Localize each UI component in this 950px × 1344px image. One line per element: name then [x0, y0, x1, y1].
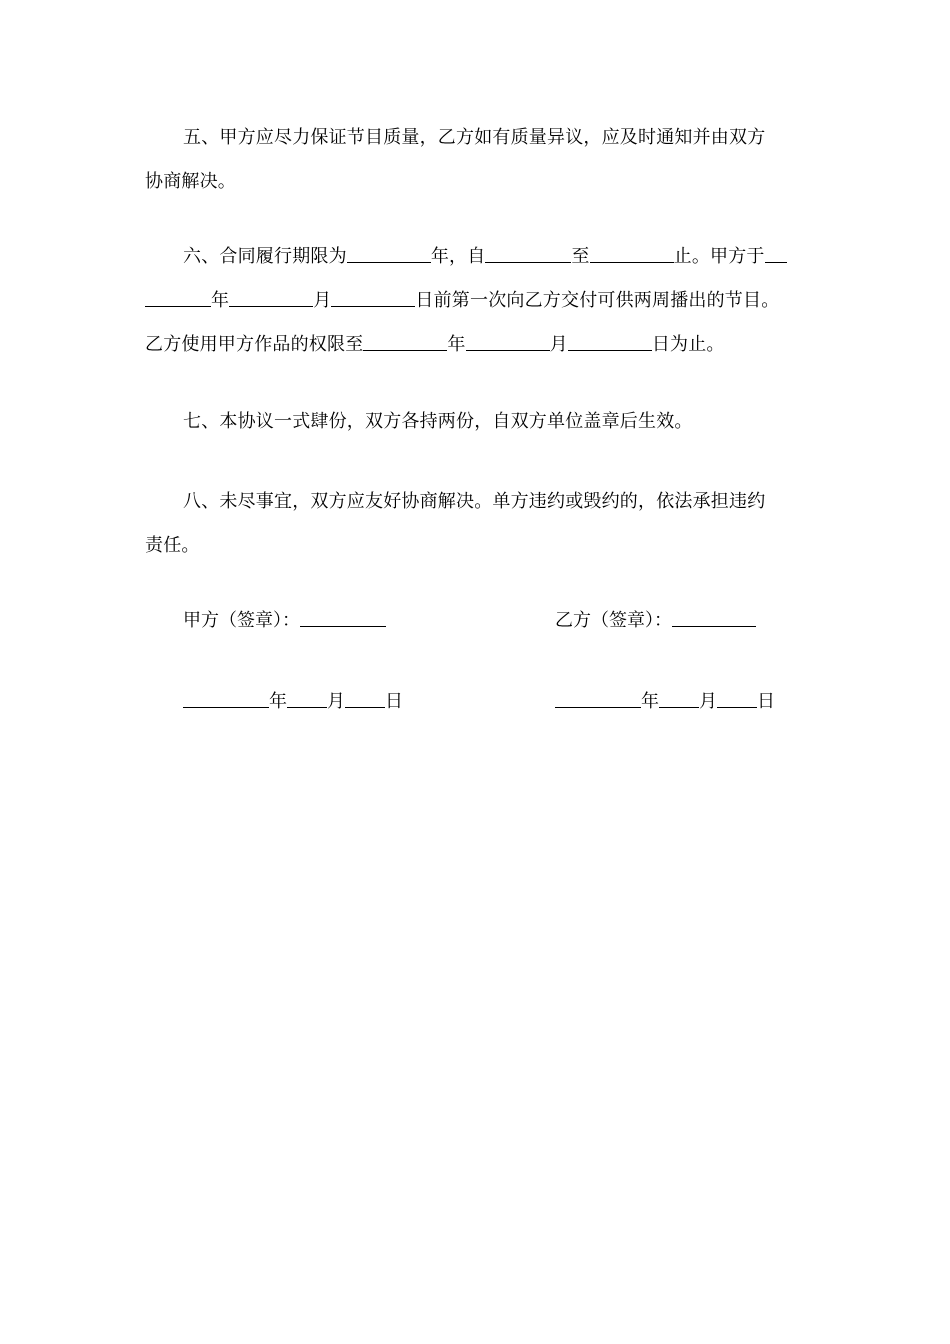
party-a-date [183, 687, 403, 717]
party-b-signature [555, 606, 756, 636]
delivery-year-blank-part2[interactable] [145, 288, 211, 307]
clause-6-rights-year: 年 [447, 334, 466, 355]
delivery-day-blank[interactable] [331, 288, 415, 307]
clause-6-year-from: 年，自 [430, 246, 486, 267]
party-b-signature-blank[interactable] [672, 608, 756, 627]
clause-6-line-1 [145, 235, 805, 279]
clause-6-line-2 [145, 279, 805, 323]
delivery-month-blank[interactable] [229, 288, 313, 307]
clause-7-line-1: 七、本协议一式肆份，双方各持两份，自双方单位盖章后生效。 [183, 411, 693, 432]
clause-5-line-2: 协商解决。 [145, 171, 236, 192]
term-start-blank[interactable] [485, 244, 571, 263]
party-a-day-blank[interactable] [345, 689, 385, 708]
party-b-date [555, 687, 775, 717]
party-a-signature-blank[interactable] [300, 608, 386, 627]
rights-year-blank[interactable] [363, 332, 447, 351]
party-b-year-label: 年 [641, 691, 659, 712]
term-years-blank[interactable] [347, 244, 431, 263]
term-end-blank[interactable] [590, 244, 674, 263]
clause-6-rights-end: 日为止。 [651, 334, 725, 355]
clause-6 [145, 235, 805, 367]
party-a-month-label: 月 [327, 691, 345, 712]
clause-6-month: 月 [313, 290, 332, 311]
clause-6-until: 止。甲方于 [673, 246, 765, 267]
party-a-day-label: 日 [385, 691, 403, 712]
clause-6-year: 年 [211, 290, 230, 311]
party-a-signature [183, 606, 386, 636]
clause-8-line-1: 八、未尽事宜，双方应友好协商解决。单方违约或毁约的，依法承担违约 [183, 491, 766, 512]
party-a-year-blank[interactable] [183, 689, 269, 708]
party-a-label: 甲方（签章）： [183, 610, 300, 631]
rights-day-blank[interactable] [568, 332, 652, 351]
clause-6-rights-label: 乙方使用甲方作品的权限至 [145, 334, 364, 355]
party-a-month-blank[interactable] [287, 689, 327, 708]
clause-6-rights-month: 月 [549, 334, 568, 355]
clause-6-to: 至 [571, 246, 590, 267]
clause-5-line-1: 五、甲方应尽力保证节目质量，乙方如有质量异议，应及时通知并由双方 [183, 127, 766, 148]
party-b-month-blank[interactable] [659, 689, 699, 708]
delivery-year-blank-part1[interactable] [765, 244, 787, 263]
clause-7 [145, 400, 805, 444]
party-b-day-blank[interactable] [717, 689, 757, 708]
clause-8 [145, 480, 805, 568]
party-a-year-label: 年 [269, 691, 287, 712]
clause-8-line-2: 责任。 [145, 535, 200, 556]
clause-5 [145, 116, 805, 204]
clause-6-term-label: 六、合同履行期限为 [183, 246, 347, 267]
party-b-label: 乙方（签章）： [555, 610, 672, 631]
clause-6-line-3 [145, 323, 805, 367]
party-b-month-label: 月 [699, 691, 717, 712]
party-b-day-label: 日 [757, 691, 775, 712]
party-b-year-blank[interactable] [555, 689, 641, 708]
rights-month-blank[interactable] [466, 332, 550, 351]
clause-6-delivery-text: 日前第一次向乙方交付可供两周播出的节目。 [415, 290, 780, 311]
